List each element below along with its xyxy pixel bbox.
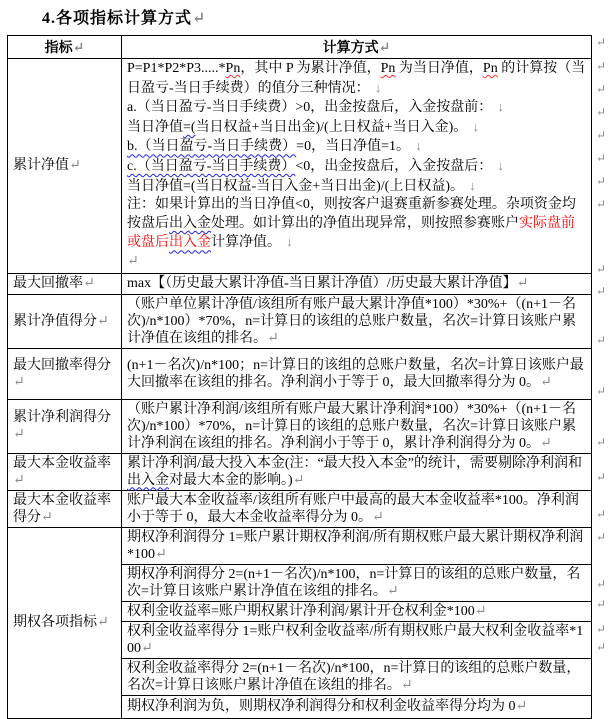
text-run: 累计净利润/最大投入本金(注：“最大投入本金”的统计，需要剔除净利润和: [127, 455, 582, 471]
row-label: [8, 453, 122, 490]
page-title: [42, 5, 206, 28]
text-run: 当日权益+当日出金)/(上日权益+当日入金)。: [195, 119, 468, 135]
paragraph: [127, 275, 586, 292]
text-run: ，其中 P 为累计净值，: [240, 61, 381, 76]
paragraph: [127, 137, 586, 157]
margin-paragraph-mark: ↵: [596, 262, 607, 276]
row-content: [122, 601, 592, 621]
margin-paragraph-mark: ↵: [596, 128, 607, 142]
row-label-text: 最大本金收益率: [13, 455, 111, 471]
text-run: b.（当日盈亏-当日手续费）: [127, 139, 297, 155]
table-row: [8, 490, 592, 527]
row-content: [122, 59, 592, 274]
paragraph: [127, 196, 586, 253]
pilcrow-mark: ↵: [386, 583, 399, 599]
text-run: 当日净值: [127, 119, 183, 135]
pilcrow-mark: ↵: [13, 472, 25, 488]
row-label: [8, 490, 122, 527]
margin-paragraph-mark: ↵: [596, 105, 607, 119]
linebreak-mark: ↓: [411, 138, 422, 154]
row-content: [122, 490, 592, 527]
table-header-row: [8, 36, 592, 59]
paragraph: [127, 455, 586, 489]
text-run: 出入金: [169, 215, 211, 231]
margin-paragraph-mark: ↵: [596, 577, 607, 591]
margin-paragraph-mark: ↵: [596, 174, 607, 188]
text-run: 权利金收益率=账户期权累计净利润/累计开仓权利金*100: [127, 603, 475, 619]
pilcrow-mark: ↵: [13, 427, 25, 443]
margin-paragraph-mark: ↵: [596, 59, 607, 73]
paragraph: [127, 603, 586, 620]
text-run: 权利金收益率得分 2=(n+1－名次)/n*100，n=计算日的该组的总账户数量，名次=计算日该账户累计净值在该组的排名。: [127, 660, 581, 693]
header-method-label: 计算方式: [322, 41, 379, 56]
pilcrow-mark: ↵: [141, 640, 153, 656]
text-run: (n+1－名次)/n*100；n=计算日的该组的总账户数量，名次=计算日该账户最大回撤率在该组的排名。净利润小于等于 0，最大回撤率得分为 0。: [127, 357, 584, 390]
row-content: [122, 564, 592, 601]
table-row: [8, 348, 592, 399]
text-run: （账户单位累计净值/该组所有账户最大累计净值*100）*30%+（(n+1－名次)/n*100）*70%，n=计算日的该组的总账户数量，名次=计算日该账户累计净值在该组的排名。: [127, 296, 577, 346]
row-label: [8, 273, 122, 294]
table-row: [8, 453, 592, 490]
text-run: 出入金: [127, 472, 169, 488]
row-content: [122, 621, 592, 658]
pilcrow-mark: ↵: [540, 435, 552, 451]
table-row: [8, 59, 592, 274]
text-run: 处理。如计算出的净值出现异常，则按照参赛账户: [211, 215, 519, 231]
paragraph: [127, 566, 586, 600]
paragraph: [127, 357, 586, 391]
linebreak-mark: ↓: [371, 79, 382, 95]
pilcrow-mark: ↵: [155, 546, 167, 562]
pilcrow-mark: ↵: [127, 253, 139, 269]
pilcrow-mark: ↵: [192, 10, 207, 27]
text-run: 期权净利润得分 1=账户累计期权净利润/所有期权账户最大累计期权净利润*100: [127, 529, 584, 562]
margin-paragraph-mark: ↵: [596, 622, 607, 636]
row-content: [122, 527, 592, 564]
margin-paragraph-mark: ↵: [596, 470, 607, 484]
margin-paragraph-mark: ↵: [596, 507, 607, 521]
table-row: [8, 273, 592, 294]
linebreak-mark: ↓: [466, 177, 476, 193]
text-run: 实际盘前或盘后: [127, 215, 575, 251]
pilcrow-mark: ↵: [97, 615, 109, 631]
paragraph: [127, 529, 586, 563]
paragraph: [127, 623, 586, 657]
text-run: 账户最大本金收益率/该组所有账户中最高的最大本金收益率*100。净利润小于等于 0，最大本金收益率得分为 0。: [127, 492, 579, 525]
table-row: [8, 294, 592, 348]
pilcrow-mark: ↵: [69, 158, 81, 174]
row-label-text: 累计净值得分: [13, 313, 97, 329]
paragraph: [127, 177, 586, 197]
row-label-text: 最大回撤率得分: [13, 357, 111, 373]
text-run: P=P1*P2*P3.....*: [127, 61, 226, 76]
header-method: [122, 36, 592, 59]
table-row: [8, 399, 592, 453]
row-label-text: 累计净利润得分: [13, 410, 111, 426]
row-label: [8, 399, 122, 453]
paragraph: [127, 492, 586, 526]
row-content: [122, 273, 592, 294]
text-run: 期权净利润为负，则期权净利润得分和权利金收益率得分均为 0: [127, 699, 516, 715]
margin-paragraph-mark: ↵: [596, 384, 607, 398]
linebreak-mark: ↓: [494, 157, 505, 173]
pilcrow-mark: ↵: [13, 374, 25, 390]
pilcrow-mark: ↵: [41, 509, 53, 525]
row-content: [122, 399, 592, 453]
text-run: max【（历史最大累计净值-当日累计净值）/历史最大累计净值】: [127, 276, 517, 292]
pilcrow-mark: ↵: [378, 41, 391, 56]
indicators-table: [7, 35, 592, 719]
row-content: [122, 348, 592, 399]
margin-paragraph-mark: ↵: [596, 530, 607, 544]
row-label-text: 累计净值: [13, 158, 69, 174]
paragraph: [127, 60, 586, 98]
text-run: <0，出金按盘后，入金按盘后：: [295, 158, 493, 174]
linebreak-mark: ↓: [283, 234, 293, 250]
row-content: [122, 294, 592, 348]
indicators-table-body: [8, 59, 592, 719]
text-run: （账户累计净利润/该组所有账户最大累计净利润*100）*30%+（(n+1－名次)/n*100）*70%，n=计算日的该组的总账户数量，名次=计算日该账户累计净利润在该组的排名。净利润小于等于 0，累计净利润得分为 0。: [127, 401, 577, 451]
pilcrow-mark: ↵: [516, 276, 529, 292]
margin-paragraph-mark: ↵: [596, 597, 607, 611]
paragraph: [127, 118, 586, 138]
paragraph: [127, 157, 586, 177]
row-label: [8, 527, 122, 718]
margin-paragraph-mark: ↵: [596, 82, 607, 96]
header-indicator-label: 指标: [44, 41, 73, 56]
row-label-text: 期权各项指标: [13, 615, 97, 631]
margin-paragraph-mark: ↵: [596, 435, 607, 449]
pilcrow-mark: ↵: [267, 330, 279, 346]
margin-paragraph-mark: ↵: [596, 35, 607, 49]
paragraph: [127, 253, 586, 272]
row-label-text: 最大本金收益率得分: [13, 492, 111, 525]
margin-paragraph-mark: ↵: [596, 197, 607, 211]
text-run: 计算净值。: [211, 235, 281, 251]
pilcrow-mark: ↵: [83, 276, 95, 292]
text-run: c.（当日盈亏-当日手续费）: [127, 158, 296, 174]
linebreak-mark: ↓: [494, 99, 505, 115]
pilcrow-mark: ↵: [515, 699, 528, 715]
pilcrow-mark: ↵: [400, 677, 413, 693]
text-run: 权利金收益率得分 1=账户权利金收益率/所有期权账户最大权利金收益率*100: [127, 623, 584, 656]
margin-paragraph-mark: ↵: [596, 333, 607, 347]
row-label: [8, 294, 122, 348]
text-run: 出入金: [169, 235, 211, 251]
pilcrow-mark: ↵: [97, 313, 109, 329]
pilcrow-mark: ↵: [72, 41, 85, 56]
row-label-text: 最大回撤率: [13, 276, 83, 292]
linebreak-mark: ↓: [469, 118, 479, 134]
paragraph: [127, 660, 586, 694]
text-run: =(: [183, 119, 196, 135]
pilcrow-mark: ↵: [474, 603, 487, 619]
row-label: [8, 59, 122, 274]
pilcrow-mark: ↵: [540, 374, 552, 390]
text-run: 的计算按（当日盈亏-当日手续费）的值分三种情况：: [127, 61, 586, 96]
row-content: [122, 695, 592, 718]
paragraph: [127, 401, 586, 452]
text-run: Pn: [225, 61, 241, 76]
row-label: [8, 348, 122, 399]
pilcrow-mark: ↵: [292, 472, 305, 488]
text-run: Pn: [380, 61, 396, 76]
text-run: Pn: [482, 61, 498, 76]
text-run: 注：如果计算出的当日净值<0，则按客户退赛重新参赛处理。杂项资金均按盘后: [127, 197, 576, 231]
text-run: 为当日净值，: [395, 61, 483, 76]
paragraph: [127, 698, 586, 715]
text-run: 对最大本金的影响。): [169, 472, 293, 488]
margin-paragraph-mark: ↵: [596, 640, 607, 654]
pilcrow-mark: ↵: [372, 509, 384, 525]
text-run: =0，当日净值=1。: [296, 139, 410, 155]
header-indicator: [8, 36, 122, 59]
margin-paragraph-mark: ↵: [596, 284, 607, 298]
text-run: a.（当日盈亏-当日手续费）>0，出金按盘后，入金按盘前：: [127, 100, 493, 116]
text-run: 期权净利润得分 2=(n+1－名次)/n*100，n=计算日的该组的总账户数量，名次=计算日该账户累计净值在该组的排名。: [127, 566, 581, 599]
page-title-text: 4.各项指标计算方式: [42, 10, 193, 27]
table-sub-row: [8, 527, 592, 564]
text-run: 当日净值=(当日权益-当日入金+当日出金)/(上日权益)。: [127, 178, 464, 194]
margin-paragraph-mark: ↵: [596, 151, 607, 165]
row-content: [122, 658, 592, 695]
paragraph: [127, 296, 586, 347]
row-content: [122, 453, 592, 490]
paragraph: [127, 98, 586, 118]
